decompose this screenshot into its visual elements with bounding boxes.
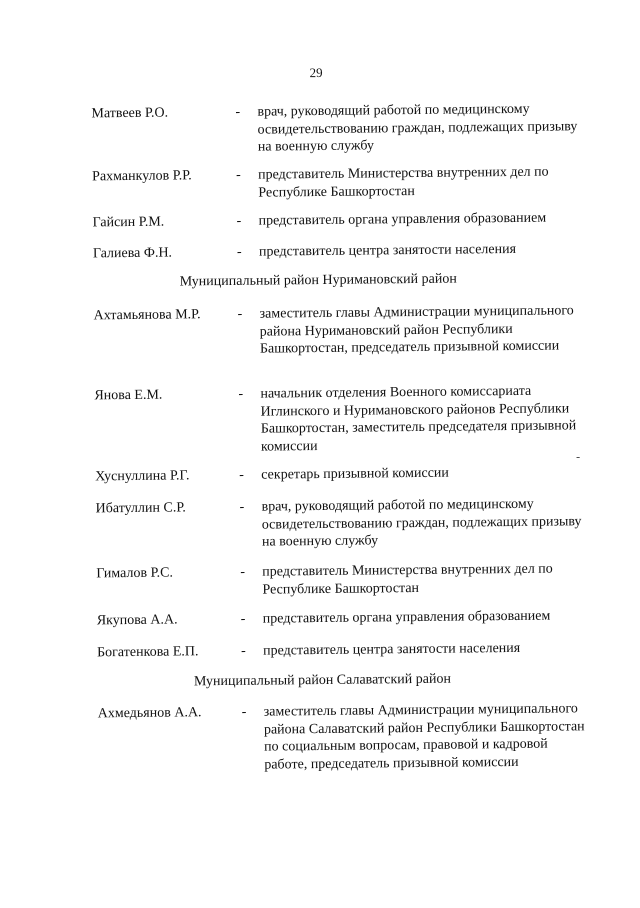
separator-dash: - [239,499,245,515]
member-row [0,382,639,455]
separator-dash: - [236,244,242,260]
separator-dash: - [236,167,241,183]
member-name: Рахманкулов Р.Р. [92,168,192,185]
member-name: Гималов Р.С. [96,565,173,582]
member-row [0,100,636,155]
margin-mark: - [576,449,581,464]
member-name: Якупова А.А. [96,612,178,629]
separator-dash: - [239,467,245,483]
section-heading: Муниципальный район Нуримановский район [179,271,457,290]
member-name: Матвеев Р.О. [91,105,169,122]
separator-dash: - [238,386,244,402]
separator-dash: - [235,104,241,120]
member-name: Гайсин Р.М. [92,214,165,231]
member-role: врач, руководящий работой по медицинскому освидетельствованию граждан, подлежащих призыву на военную службу [257,101,578,155]
member-row [2,607,640,629]
member-row [0,209,637,231]
member-row [2,639,640,661]
member-name: Ахмедьянов А.А. [97,705,202,722]
member-role: заместитель главы Администрации муниципального района Нуримановский район Республики Башкортостан, председатель призывной комиссии [259,303,574,357]
member-row [3,700,640,773]
member-role: представитель Министерства внутренних дел по Республике Башкортостан [258,164,549,201]
member-row [0,463,640,485]
member-role: врач, руководящий работой по медицинскому освидетельствованию граждан, подлежащих призыву на военную службу [261,496,582,550]
member-role: представитель органа управления образованием [258,210,547,229]
section-heading: Муниципальный район Салаватский район [193,671,451,690]
separator-dash: - [236,213,242,229]
member-name: Янова Е.М. [94,387,163,404]
member-role: заместитель главы Администрации муниципального района Салаватский район Республики Башкортостан по социальным вопросам, правовой и кадровой работе, председатель призывной комиссии [263,701,585,773]
member-role: представитель органа управления образованием [262,608,551,627]
page-number: 29 [309,64,323,81]
member-name: Галиева Ф.Н. [92,245,173,262]
member-name: Ахтамьянова М.Р. [93,307,201,324]
separator-dash: - [241,643,246,659]
member-row [1,495,640,550]
member-row [0,240,638,262]
member-role: секретарь призывной комиссии [261,465,449,483]
member-row [0,163,637,201]
member-name: Хуснуллина Р.Г. [95,468,190,485]
member-row [0,302,638,357]
member-name: Ибатуллин С.Р. [95,500,186,517]
member-role: представитель центра занятости населения [263,640,521,659]
separator-dash: - [240,611,246,627]
member-role: представитель центра занятости населения [258,241,517,260]
member-row [1,560,640,598]
member-role: представитель Министерства внутренних дел по Республике Башкортостан [262,561,553,598]
separator-dash: - [237,306,243,322]
separator-dash: - [241,704,247,720]
separator-dash: - [240,564,246,580]
member-role: начальник отделения Военного комиссариата Иглинского и Нуримановского районов Республики Башкортостан, заместитель председателя призывной комиссии [260,383,577,455]
member-name: Богатенкова Е.П. [97,644,199,661]
